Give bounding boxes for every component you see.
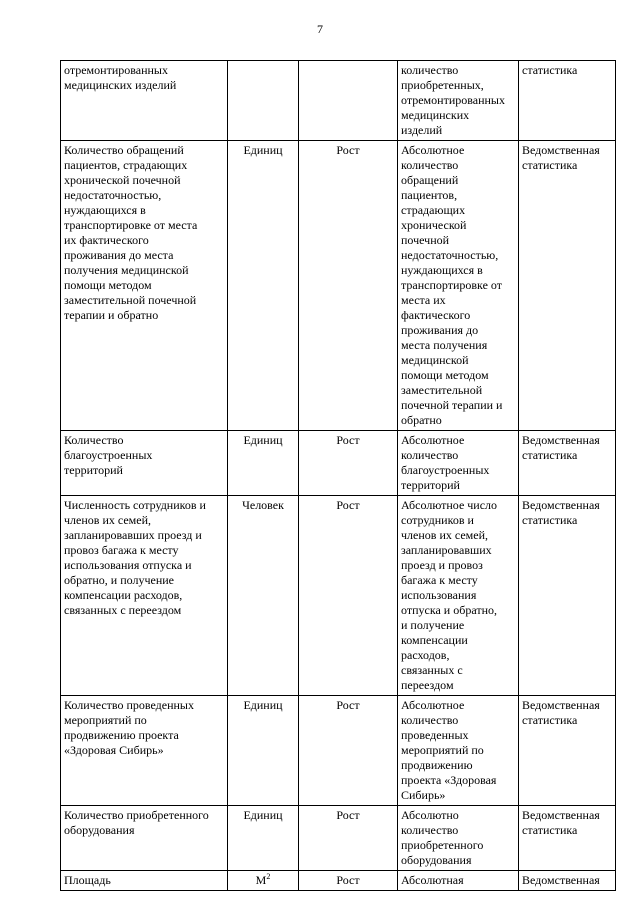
indicator-name-cell: Количество обращений пациентов, страдающих хронической почечной недостаточностью, нуждающихся в транспортировке от места их фактического проживания до места получения медицинской помощи методом заместительной почечной терапии и обратно [61, 141, 228, 431]
description-cell: Абсолютное число сотрудников и членов их семей, запланировавших проезд и провоз багажа к месту использования отпуска и обратно, и получение компенсации расходов, связанных с переездом [398, 496, 519, 696]
table-row [61, 806, 616, 871]
unit-cell: Единиц [228, 696, 299, 806]
description-cell: Абсолютное количество благоустроенных территорий [398, 431, 519, 496]
description-cell: Абсолютное количество обращений пациентов, страдающих хронической почечной недостаточностью, нуждающихся в транспортировке от места их фактического проживания до места получения медицинской помощи методом заместительной почечной терапии и обратно [398, 141, 519, 431]
direction-cell: Рост [299, 806, 398, 871]
unit-cell: Единиц [228, 806, 299, 871]
unit-cell: Единиц [228, 431, 299, 496]
unit-cell: Единиц [228, 141, 299, 431]
description-cell: количество приобретенных, отремонтированных медицинских изделий [398, 61, 519, 141]
source-cell: Ведомственная статистика [519, 431, 616, 496]
unit-cell: Человек [228, 496, 299, 696]
table-row [61, 496, 616, 696]
source-cell: Ведомственная [519, 871, 616, 891]
description-cell: Абсолютная [398, 871, 519, 891]
table-row [61, 871, 616, 891]
direction-cell [299, 61, 398, 141]
description-cell: Абсолютное количество проведенных мероприятий по продвижению проекта «Здоровая Сибирь» [398, 696, 519, 806]
page-number: 7 [317, 22, 323, 36]
direction-cell: Рост [299, 431, 398, 496]
table-row [61, 696, 616, 806]
indicator-name-cell: Количество благоустроенных территорий [61, 431, 228, 496]
unit-cell [228, 61, 299, 141]
unit-cell [228, 871, 299, 891]
indicator-name-cell: Численность сотрудников и членов их семей, запланировавших проезд и провоз багажа к месту использования отпуска и обратно, и получение компенсации расходов, связанных с переездом [61, 496, 228, 696]
indicators-table [60, 60, 616, 891]
indicator-name-cell: Количество проведенных мероприятий по продвижению проекта «Здоровая Сибирь» [61, 696, 228, 806]
direction-cell: Рост [299, 871, 398, 891]
source-cell: Ведомственная статистика [519, 806, 616, 871]
source-cell: Ведомственная статистика [519, 496, 616, 696]
direction-cell: Рост [299, 696, 398, 806]
indicator-name-cell: Площадь [61, 871, 228, 891]
description-cell: Абсолютно количество приобретенного оборудования [398, 806, 519, 871]
unit-text: М [255, 873, 267, 887]
table-row [61, 431, 616, 496]
direction-cell: Рост [299, 496, 398, 696]
indicator-name-cell: Количество приобретенного оборудования [61, 806, 228, 871]
unit-superscript: 2 [266, 872, 271, 881]
direction-cell: Рост [299, 141, 398, 431]
source-cell: статистика [519, 61, 616, 141]
table-row [61, 141, 616, 431]
indicator-name-cell: отремонтированных медицинских изделий [61, 61, 228, 141]
table-row [61, 61, 616, 141]
source-cell: Ведомственная статистика [519, 696, 616, 806]
source-cell: Ведомственная статистика [519, 141, 616, 431]
